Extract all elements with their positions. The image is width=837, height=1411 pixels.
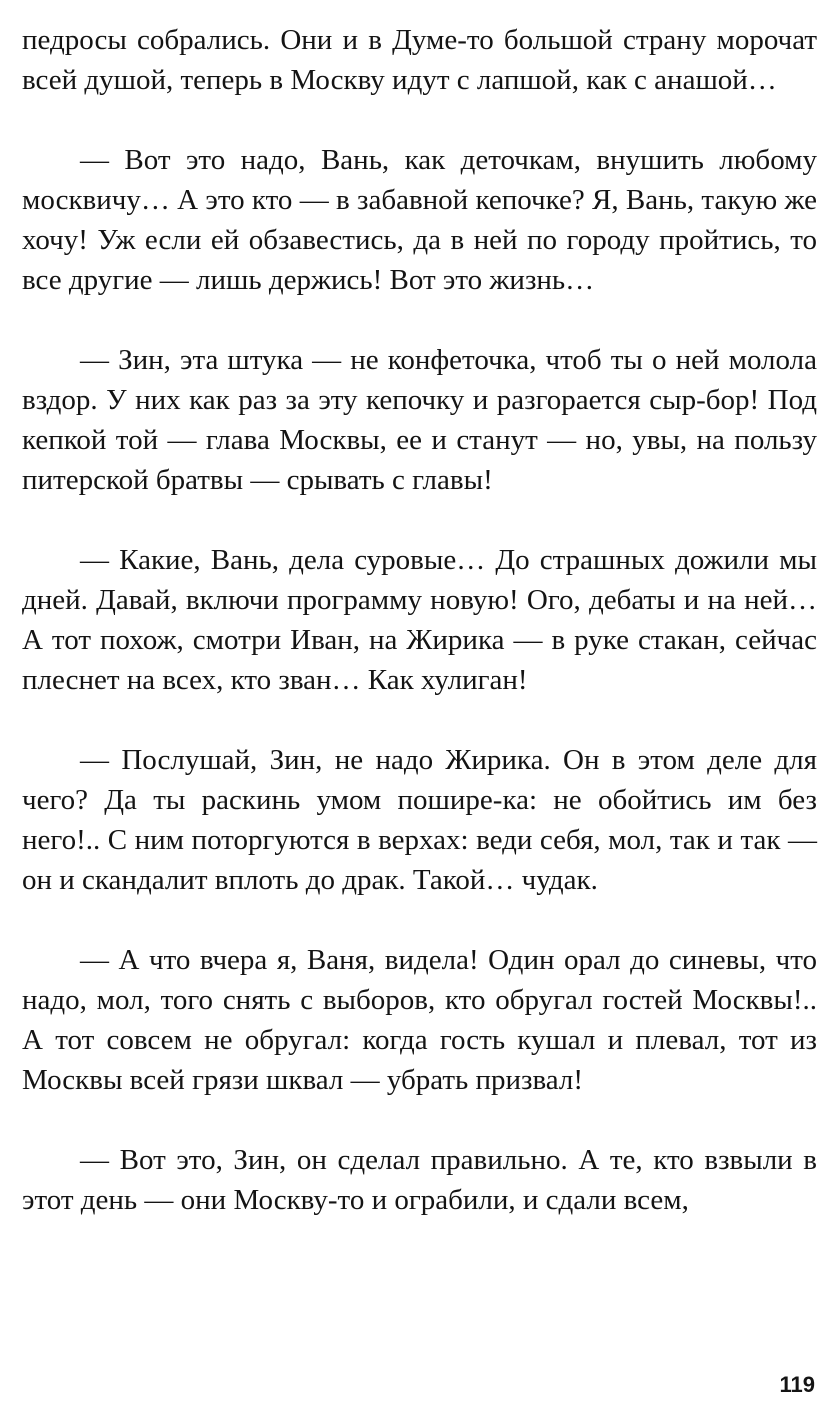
paragraph-5: — Послушай, Зин, не надо Жирика. Он в этом деле для чего? Да ты раскинь умом пошире-ка: не обойтись им без него!.. С ним поторгуются в верхах: веди себя, мол, так и так — он и скандалит вплоть до драк. Такой… чудак. bbox=[22, 744, 817, 896]
paragraph-3: — Зин, эта штука — не конфеточка, чтоб ты о ней молола вздор. У них как раз за эту кепочку и разгорается сыр-бор! Под кепкой той — глава Москвы, ее и станут — но, увы, на пользу питерской братвы — срывать с главы! bbox=[22, 344, 817, 496]
page-text bbox=[22, 20, 817, 1370]
page-number: 119 bbox=[779, 1372, 815, 1397]
paragraph-4: — Какие, Вань, дела суровые… До страшных дожили мы дней. Давай, включи программу новую! Ого, дебаты и на ней… А тот похож, смотри Иван, на Жирика — в руке стакан, сейчас плеснет на всех, кто зван… Как хулиган! bbox=[22, 544, 817, 696]
paragraph-2: — Вот это надо, Вань, как деточкам, внушить любому москвичу… А это кто — в забавной кепочке? Я, Вань, такую же хочу! Уж если ей обзавестись, да в ней по городу пройтись, то все другие — лишь держись! Вот это жизнь… bbox=[22, 144, 817, 296]
paragraph-6: — А что вчера я, Ваня, видела! Один орал до синевы, что надо, мол, того снять с выборов, кто обругал гостей Москвы!.. А тот совсем не обругал: когда гость кушал и плевал, тот из Москвы всей грязи шквал — убрать призвал! bbox=[22, 944, 817, 1096]
paragraph-1: педросы собрались. Они и в Думе-то большой страну морочат всей душой, теперь в Москву идут с лапшой, как с анашой… bbox=[22, 24, 817, 96]
paragraph-7: — Вот это, Зин, он сделал правильно. А те, кто взвыли в этот день — они Москву-то и ограбили, и сдали всем, bbox=[22, 1144, 817, 1216]
